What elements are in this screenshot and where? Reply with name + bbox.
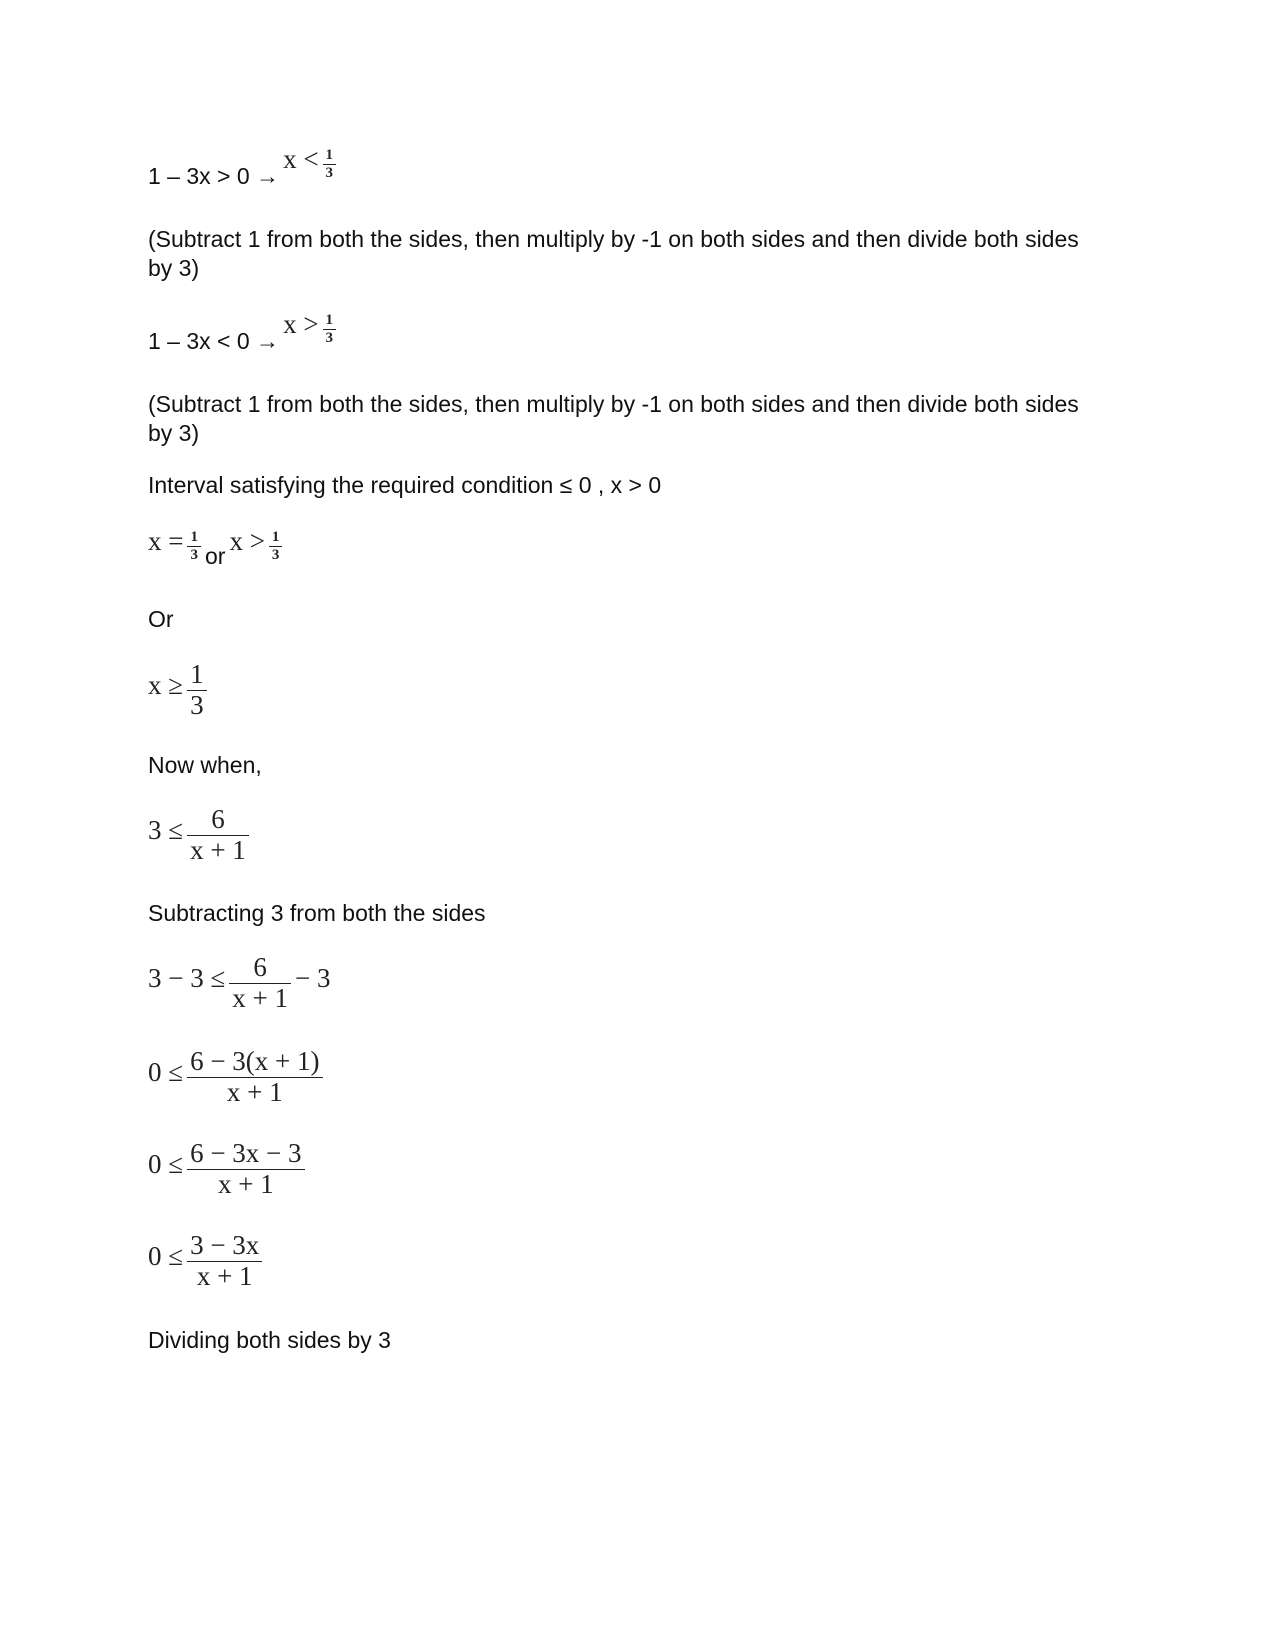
equation-4-fraction: $\frac{6 - 3x - 3}{x + 1}$ (187, 1139, 304, 1199)
or-connector: or (204, 543, 226, 569)
explanation-paragraph-2: (Subtract 1 from both the sides, then multiply by -1 on both sides and then divide both sides by 3) (148, 391, 1079, 446)
equation-4-lhs: 0 ≤ (148, 1148, 184, 1179)
inequality-1-rhs-prefix: x < (283, 144, 319, 174)
interval-statement: Interval satisfying the required condition ≤ 0 , x > 0 (148, 472, 662, 498)
equation-5-fraction: $\frac{3 - 3x}{x + 1}$ (187, 1231, 262, 1291)
dividing-text: Dividing both sides by 3 (148, 1327, 391, 1353)
equation-5-lhs: 0 ≤ (148, 1240, 184, 1271)
inequality-1-lhs: 1 – 3x > 0 → (148, 163, 280, 189)
solution-equal-prefix: x = (148, 526, 184, 556)
fraction-one-third: $\frac{1}{3}$ (269, 529, 283, 563)
inequality-2-lhs: 1 – 3x < 0 → (148, 328, 280, 354)
equation-2-tail: − 3 (295, 962, 331, 993)
combined-solution-line (148, 660, 207, 720)
equation-3-fraction: $\frac{6 - 3(x + 1)}{x + 1}$ (187, 1047, 322, 1107)
equation-1-lhs: 3 ≤ (148, 814, 184, 845)
subtracting-text: Subtracting 3 from both the sides (148, 900, 486, 926)
equation-5 (148, 1231, 262, 1291)
solution-line (148, 526, 282, 569)
equation-2 (148, 953, 331, 1013)
inequality-2-rhs-prefix: x > (283, 309, 319, 339)
now-when-text: Now when, (148, 752, 262, 778)
fraction-one-third: $\frac{1}{3}$ (323, 147, 337, 181)
equation-4 (148, 1139, 305, 1199)
inequality-line-1 (148, 144, 336, 189)
equation-2-fraction: $\frac{6}{x + 1}$ (229, 953, 291, 1013)
equation-1-fraction: $\frac{6}{x + 1}$ (187, 805, 249, 865)
equation-3-lhs: 0 ≤ (148, 1056, 184, 1087)
fraction-one-third: $\frac{1}{3}$ (187, 660, 207, 720)
equation-2-lhs: 3 − 3 ≤ (148, 962, 226, 993)
equation-1 (148, 805, 249, 865)
solution-greater-prefix: x > (229, 526, 265, 556)
fraction-one-third: $\frac{1}{3}$ (187, 529, 201, 563)
equation-3 (148, 1047, 323, 1107)
fraction-one-third: $\frac{1}{3}$ (323, 312, 337, 346)
explanation-paragraph-1: (Subtract 1 from both the sides, then multiply by -1 on both sides and then divide both sides by 3) (148, 226, 1079, 281)
inequality-line-2 (148, 309, 336, 354)
combined-solution-prefix: x ≥ (148, 669, 184, 700)
or-word: Or (148, 606, 174, 632)
